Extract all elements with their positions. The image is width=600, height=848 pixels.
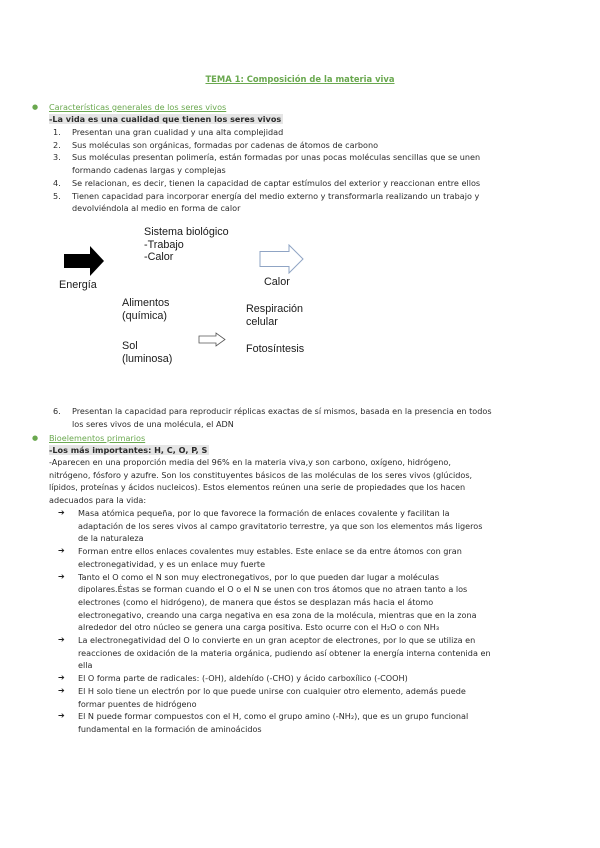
label-fotosintesis: Fotosíntesis [246,343,305,355]
arrow-bullet-icon: ➔ [58,711,65,721]
bullet-text-line: reacciones de oxidación de la materia orgánica, pudiendo así obtener la energía interna contenida en [78,647,491,658]
intro-line: lípidos, proteínas y ácidos nucleicos). Estos elementos reúnen una serie de propiedades que los hacen [49,482,466,493]
bullet-text-line: El N puede formar compuestos con el H, como el grupo amino (-NH₂), que es un grupo funcional [78,711,469,722]
item-number: 3. [53,152,61,163]
label-calor: Calor [264,276,290,288]
bullet-text-line: adaptación de los seres vivos al campo gravitatorio terrestre, ya que son los elementos más ligeros [78,520,483,531]
label-energia: Energía [59,279,97,291]
item-text-line: Sus moléculas son orgánicas, formadas por cadenas de átomos de carbono [72,139,379,150]
bullet-text-line: ella [78,660,93,671]
bullet-text-line: formar puentes de hidrógeno [78,698,197,709]
bullet-text-line: electrones (como el hidrógeno), de manera que éstos se desplazan más hacia el átomo [78,596,434,607]
section-bullet: ● [32,434,39,442]
bullet-text-line: dipolares.Éstas se forman cuando el O o el N se unen con tros átomos que no atraen tanto a los [78,584,468,595]
arrow-bullet-icon: ➔ [58,635,65,644]
arrow-bullet-icon: ➔ [58,685,65,695]
bullet-text-line: Forman entre ellos enlaces covalentes muy estables. Este enlace se da entre átomos con gran [78,546,462,557]
bullet-text-line: La electronegatividad del O lo convierte en un gran aceptor de electrones, por lo que se utiliza en [78,635,476,645]
black-arrow-icon [64,246,104,276]
label-sistema-biologico: Sistema biológico -Trabajo -Calor [144,226,229,263]
item-text-line: devolviéndola al medio en forma de calor [72,203,241,214]
section-heading-bioelementos: Bioelementos primarios [49,433,146,443]
page-title: TEMA 1: Composición de la materia viva [205,74,395,84]
item-number: 6. [53,406,61,416]
item-text-line: los seres vivos de una molécula, el ADN [72,418,234,429]
label-sol: Sol (luminosa) [122,340,173,365]
bullet-text-line: Masa atómica pequeña, por lo que favorece la formación de enlaces covalente y facilitan la [78,508,450,518]
label-respiracion: Respiración celular [246,303,304,328]
item-text-line: Sus moléculas presentan polimería, están formadas por unas pocas moléculas sencillas que se unen [72,152,481,163]
item-text-line: Se relacionan, es decir, tienen la capacidad de captar estímulos del exterior y reaccionan entre ellos [72,177,481,188]
arrow-bullet-icon: ➔ [58,508,65,517]
intro-line: adecuados para la vida: [49,495,147,506]
item-number: 5. [53,190,61,201]
bullet-text-line: electronegativo, creando una carga negativa en esa zona de la molécula, mientras que en la zona [78,609,477,620]
bullet-text-line: alrededor del otro núcleo se genera una carga positiva. Esto ocurre con el H₂O o con NH₃ [78,622,440,633]
outline-arrow-icon [259,244,304,274]
bullet-text-line: El O forma parte de radicales: (-OH), aldehído (-CHO) y ácido carboxílico (-COOH) [78,673,408,684]
intro-line: -Aparecen en una proporción media del 96% en la materia viva,y son carbono, oxígeno, hidrógeno, [49,457,451,467]
bullet-text-line: El H solo tiene un electrón por lo que puede unirse con cualquier otro elemento, además puede [78,685,466,696]
highlight-vida: -La vida es una cualidad que tienen los seres vivos [49,114,282,124]
bullet-text-line: fundamental en la formación de aminoácidos [78,723,262,734]
item-text-line: Presentan una gran cualidad y una alta complejidad [72,127,284,137]
label-alimentos: Alimentos (química) [122,297,170,322]
bullet-text-line: electronegatividad, y es un enlace muy fuerte [78,558,266,569]
highlight-importantes: -Los más importantes: H, C, O, P, S [49,445,208,455]
item-text-line: formando cadenas largas y complejas [72,165,226,176]
arrow-bullet-icon: ➔ [58,571,65,581]
item-number: 1. [53,127,61,137]
item-number: 2. [53,139,61,150]
intro-line: nitrógeno, fósforo y azufre. Son los constituyentes básicos de las moléculas de los seres vivos (glúcidos, [49,469,473,480]
small-arrow-icon [198,332,226,347]
bullet-text-line: Tanto el O como el N son muy electronegativos, por lo que pueden dar lugar a moléculas [78,571,439,582]
arrow-bullet-icon: ➔ [58,673,65,683]
item-text-line: Presentan la capacidad para reproducir réplicas exactas de sí mismos, basada en la presencia en todos [72,406,492,416]
arrow-bullet-icon: ➔ [58,546,65,556]
item-number: 4. [53,177,61,188]
bullet-text-line: de la naturaleza [78,533,144,544]
section-heading-caracteristicas: Características generales de los seres vivos [49,102,227,112]
section-bullet: ● [32,103,39,111]
item-text-line: Tienen capacidad para incorporar energía del medio externo y transformarla realizando un trabajo y [72,190,480,201]
